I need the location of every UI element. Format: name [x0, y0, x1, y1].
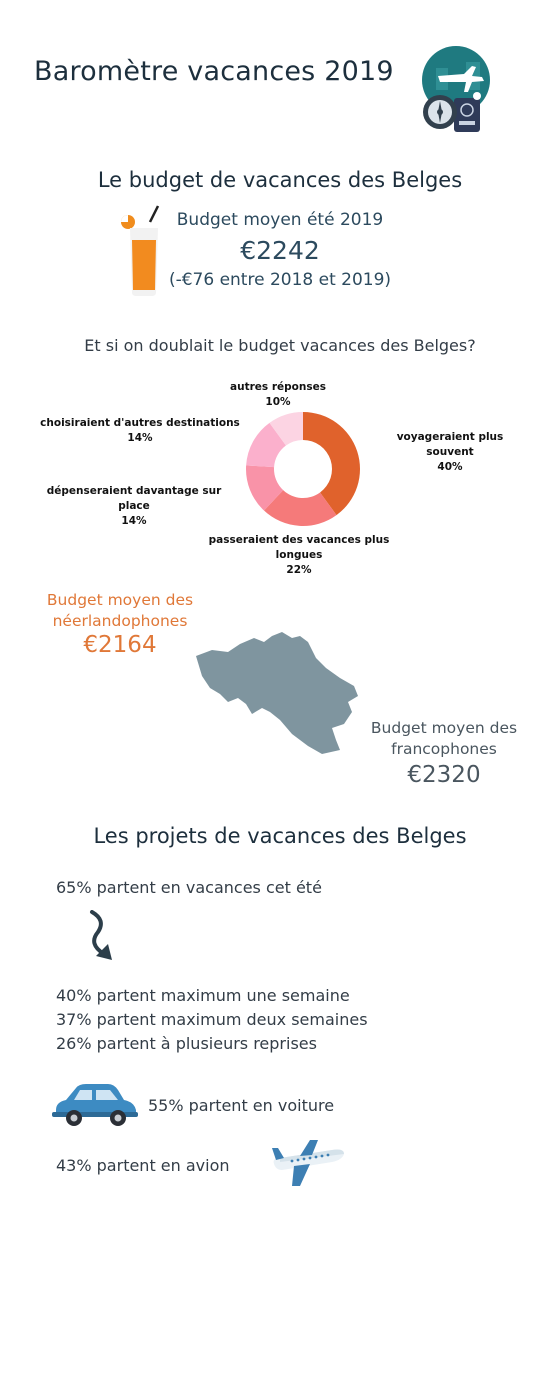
label-destinations: choisiraient d'autres destinations 14% — [40, 417, 240, 444]
belgium-map-icon — [192, 628, 362, 760]
fr-amount: €2320 — [407, 762, 481, 788]
projects-two-weeks: 37% partent maximum deux semaines — [56, 1010, 368, 1029]
label-souvent: voyageraient plus souvent 40% — [396, 431, 504, 473]
nl-label: Budget moyen des néerlandophones — [46, 591, 194, 630]
car-icon — [52, 1080, 138, 1128]
projects-car: 55% partent en voiture — [148, 1096, 335, 1115]
budget-change: (-€76 entre 2018 et 2019) — [168, 270, 392, 290]
projects-plane: 43% partent en avion — [56, 1156, 230, 1175]
label-longues: passeraient des vacances plus longues 22% — [208, 534, 390, 576]
projects-multiple: 26% partent à plusieurs reprises — [56, 1034, 317, 1053]
page-title: Baromètre vacances 2019 — [34, 56, 394, 87]
budget-label: Budget moyen été 2019 — [176, 210, 384, 230]
projects-summer: 65% partent en vacances cet été — [56, 878, 322, 897]
juice-glass-icon — [118, 204, 164, 298]
donut-chart — [244, 410, 362, 528]
budget-heading: Le budget de vacances des Belges — [97, 168, 463, 192]
label-depenseraient: dépenseraient davantage sur place 14% — [46, 485, 222, 527]
fr-label: Budget moyen des francophones — [370, 719, 518, 758]
travel-badge-icon — [418, 46, 498, 136]
curved-arrow-icon — [86, 910, 118, 962]
double-question: Et si on doublait le budget vacances des Belges? — [84, 336, 476, 355]
projects-heading: Les projets de vacances des Belges — [93, 824, 467, 848]
budget-amount: €2242 — [240, 236, 320, 265]
airplane-icon — [270, 1138, 346, 1188]
nl-amount: €2164 — [83, 632, 157, 658]
label-autres: autres réponses 10% — [230, 381, 326, 408]
projects-week: 40% partent maximum une semaine — [56, 986, 350, 1005]
